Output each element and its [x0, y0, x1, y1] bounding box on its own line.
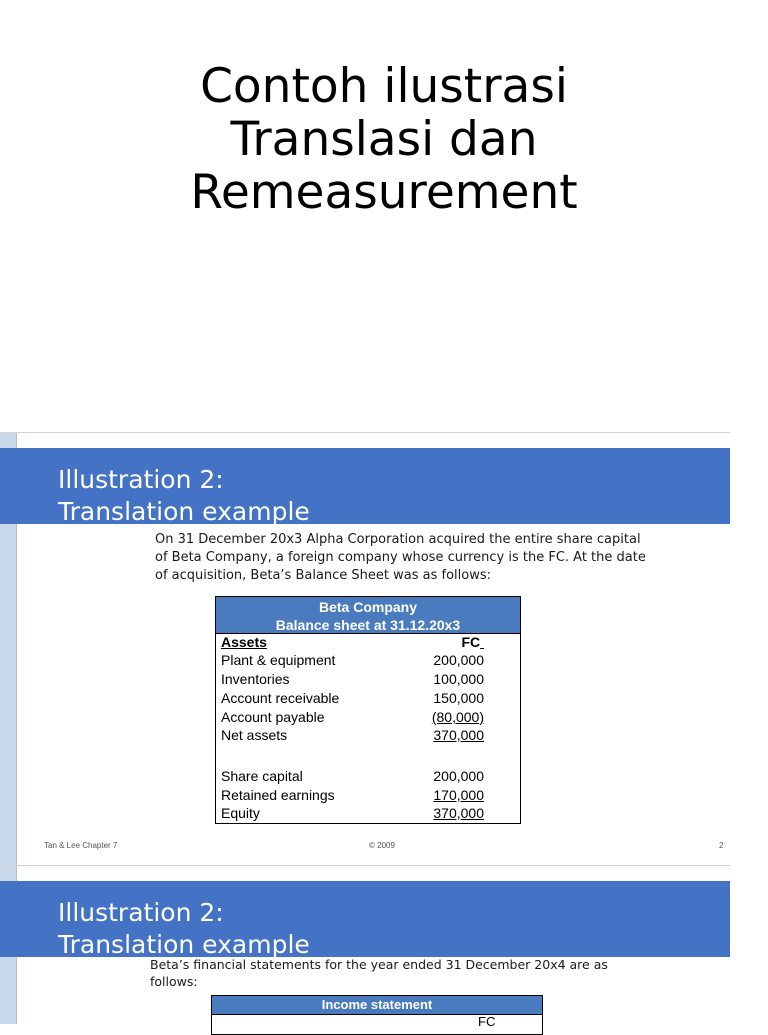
- intro-line: follows:: [150, 974, 198, 989]
- slide-banner: [0, 448, 730, 524]
- table-header-company: Beta Company: [318, 599, 418, 615]
- row-label: Retained earnings: [221, 787, 335, 803]
- banner-line-1: Illustration 2:: [58, 898, 224, 927]
- intro-line: On 31 December 20x3 Alpha Corporation acquired the entire share capital: [155, 532, 641, 547]
- row-label: Inventories: [221, 671, 290, 687]
- table-header-subtitle: Balance sheet at 31.12.20x3: [275, 617, 461, 633]
- table-row: [221, 786, 484, 804]
- table-row: [221, 804, 484, 822]
- intro-paragraph: [150, 956, 608, 990]
- banner-line-2: Translation example: [58, 930, 310, 959]
- column-header-currency: FC: [461, 634, 481, 650]
- footer-page-number: 2: [719, 841, 724, 850]
- row-value: 170,000: [433, 787, 484, 803]
- slide-banner: [0, 881, 730, 957]
- intro-line: Beta’s financial statements for the year ended 31 December 20x4 are as: [150, 957, 608, 972]
- row-value: 370,000: [433, 805, 484, 821]
- banner-line-2: Translation example: [58, 497, 310, 526]
- table-row: [221, 670, 484, 688]
- slide-divider: [0, 432, 730, 433]
- row-value: 200,000: [433, 652, 484, 668]
- row-label: Account receivable: [221, 690, 340, 706]
- row-value: 370,000: [433, 727, 484, 743]
- row-value: (80,000): [431, 709, 484, 725]
- slide-title: [0, 60, 768, 219]
- table-row: [221, 767, 484, 785]
- row-label: Net assets: [221, 727, 288, 743]
- slide-divider: [0, 865, 730, 866]
- table-header: Income statement: [212, 996, 542, 1015]
- footer-copyright: © 2009: [369, 841, 395, 850]
- banner-line-1: Illustration 2:: [58, 465, 224, 494]
- table-row: [221, 708, 484, 726]
- row-label: Account payable: [221, 709, 325, 725]
- row-value: 100,000: [433, 671, 484, 687]
- row-value: 200,000: [433, 768, 484, 784]
- column-header-assets: Assets: [221, 634, 267, 650]
- row-label: Equity: [221, 805, 260, 821]
- table-header: [216, 597, 520, 634]
- table-column-header-row: [221, 633, 484, 651]
- table-row: [221, 689, 484, 707]
- column-header-currency: FC: [478, 1014, 496, 1029]
- intro-paragraph: [155, 531, 646, 585]
- title-line-1: Contoh ilustrasi: [200, 59, 568, 114]
- title-line-3: Remeasurement: [190, 165, 578, 220]
- table-row: [221, 651, 484, 669]
- income-statement-table: [211, 995, 543, 1035]
- intro-line: of acquisition, Beta’s Balance Sheet was as follows:: [155, 568, 492, 583]
- row-label: Share capital: [221, 768, 303, 784]
- row-value: 150,000: [433, 690, 484, 706]
- table-row: [221, 726, 484, 744]
- intro-line: of Beta Company, a foreign company whose currency is the FC. At the date: [155, 550, 646, 565]
- balance-sheet-table: [215, 596, 521, 824]
- title-line-2: Translasi dan: [230, 112, 538, 167]
- row-label: Plant & equipment: [221, 652, 336, 668]
- footer-source: Tan & Lee Chapter 7: [44, 841, 118, 850]
